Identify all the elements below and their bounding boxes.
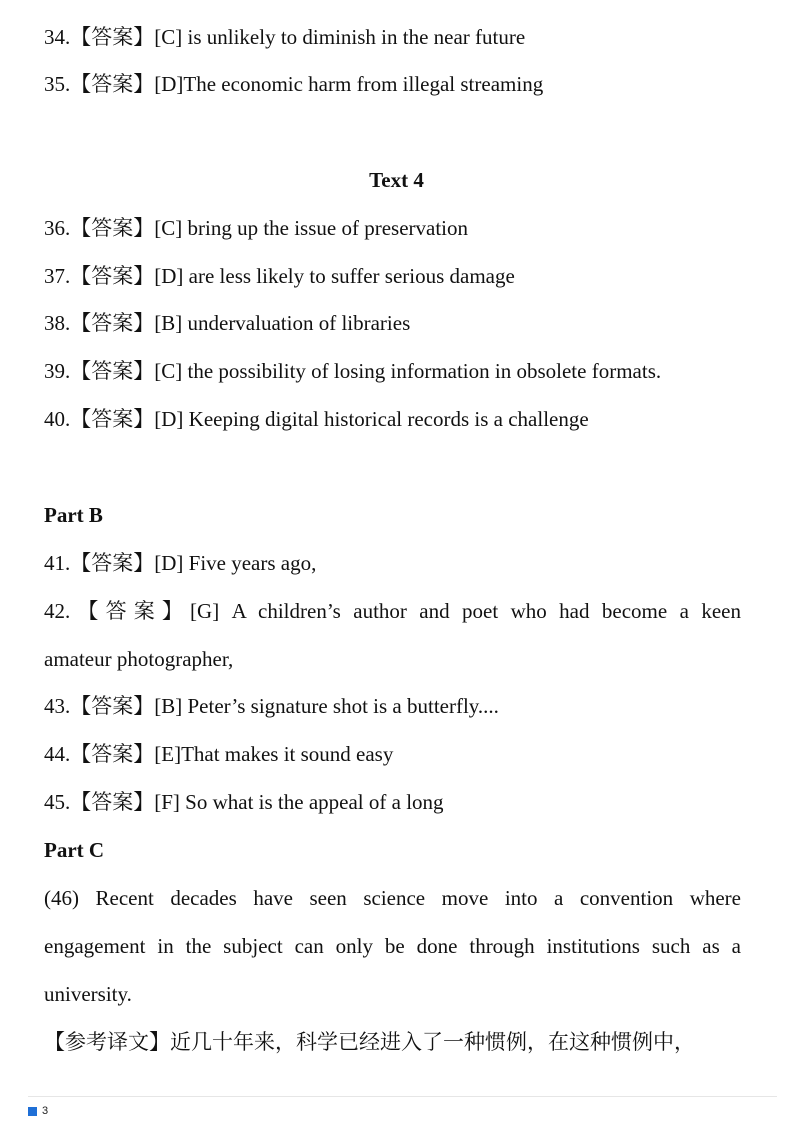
- reference-translation: 【参考译文】近几十年来，科学已经进入了一种惯例，在这种惯例中，: [44, 1030, 695, 1054]
- page-number: 3: [42, 1105, 49, 1117]
- footer-divider: [28, 1096, 777, 1097]
- answer-41: 41.【答案】[D] Five years ago,: [44, 551, 317, 575]
- answer-36: 36.【答案】[C] bring up the issue of preservation: [44, 216, 469, 240]
- answer-34: 34.【答案】[C] is unlikely to diminish in the near future: [44, 25, 526, 49]
- answer-43: 43.【答案】[B] Peter’s signature shot is a butterfly....: [44, 694, 499, 718]
- answer-37: 37.【答案】[D] are less likely to suffer serious damage: [44, 264, 515, 288]
- answer-39: 39.【答案】[C] the possibility of losing information in obsolete formats.: [44, 359, 662, 383]
- answer-35: 35.【答案】[D]The economic harm from illegal streaming: [44, 72, 544, 96]
- page-marker-icon: [28, 1107, 37, 1116]
- answer-42: 42.【答案】[G] A children’s author and poet who had become a keen: [44, 599, 741, 623]
- answer-44: 44.【答案】[E]That makes it sound easy: [44, 742, 394, 766]
- passage-46-line-1: (46) Recent decades have seen science move into a convention where: [44, 886, 741, 910]
- answer-45: 45.【答案】[F] So what is the appeal of a long: [44, 790, 444, 814]
- answer-42-continued: amateur photographer,: [44, 647, 234, 671]
- passage-46-line-2: engagement in the subject can only be done through institutions such as a: [44, 934, 741, 958]
- passage-46-line-3: university.: [44, 982, 132, 1006]
- section-heading-text4: Text 4: [369, 168, 424, 192]
- answer-40: 40.【答案】[D] Keeping digital historical records is a challenge: [44, 407, 589, 431]
- section-heading-part-c: Part C: [44, 838, 105, 862]
- section-heading-part-b: Part B: [44, 503, 103, 527]
- answer-38: 38.【答案】[B] undervaluation of libraries: [44, 311, 411, 335]
